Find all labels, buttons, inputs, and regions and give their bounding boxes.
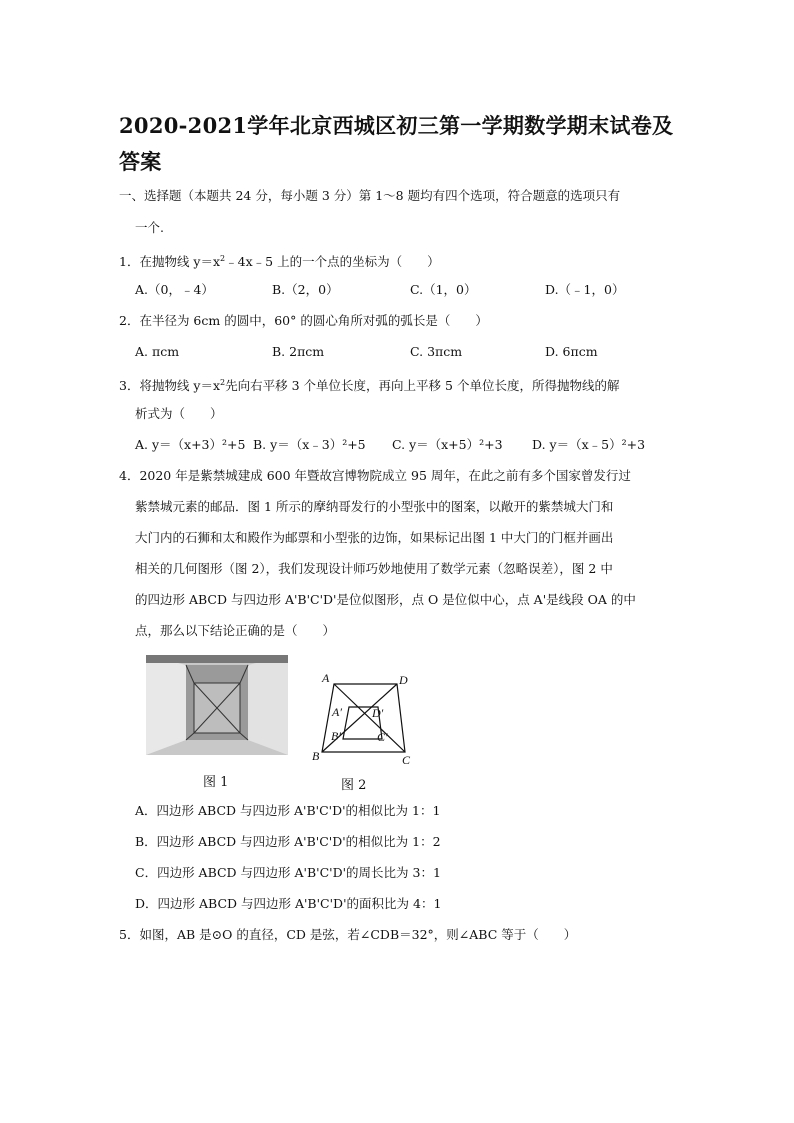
section-heading: 一、选择题（本题共 24 分，每小题 3 分）第 1～8 题均有四个选项，符合题意的选项只有	[119, 188, 621, 203]
label-b: B	[312, 749, 320, 763]
question-1-option-d: D.（﹣1，0）	[545, 282, 625, 297]
figure-1-photo	[146, 655, 288, 755]
question-3-option-a: A. y＝（x+3）²+5	[135, 437, 246, 452]
question-2-option-b: B. 2πcm	[272, 344, 325, 359]
question-4-line: 紫禁城元素的邮品．图 1 所示的摩纳哥发行的小型张中的图案，以敞开的紫禁城大门和	[135, 499, 614, 514]
question-1-option-a: A.（0，﹣4）	[135, 282, 214, 297]
label-c: C	[402, 753, 411, 767]
question-1-stem: 1．在抛物线 $y=x^2﹣4x﹣5$ 上的一个点的坐标为（ ）	[119, 254, 440, 269]
label-d: D	[399, 673, 408, 687]
gate-photo-illustration	[146, 655, 288, 755]
question-4-option-c: C．四边形 ABCD 与四边形 A'B'C'D'的周长比为 3：1	[135, 865, 441, 880]
question-1-option-b: B.（2，0）	[272, 282, 339, 297]
question-4-line: 大门内的石狮和太和殿作为邮票和小型张的边饰，如果标记出图 1 中大门的门框并画出	[135, 530, 614, 545]
question-4-option-b: B．四边形 ABCD 与四边形 A'B'C'D'的相似比为 1：2	[135, 834, 441, 849]
question-4-option-a: A．四边形 ABCD 与四边形 A'B'C'D'的相似比为 1：1	[135, 803, 441, 818]
question-2-option-d: D. 6πcm	[545, 344, 598, 359]
label-d-prime: D′	[372, 706, 384, 720]
document-title: 2020-2021学年北京西城区初三第一学期数学期末试卷及答案	[119, 113, 674, 174]
question-1-option-c: C.（1，0）	[410, 282, 477, 297]
question-4-option-d: D．四边形 ABCD 与四边形 A'B'C'D'的面积比为 4：1	[135, 896, 442, 911]
question-5-stem: 5．如图，AB 是⊙O 的直径，CD 是弦，若∠CDB＝32°，则∠ABC 等于（ ）	[119, 927, 577, 942]
question-4-line: 的四边形 ABCD 与四边形 A'B'C'D'是位似图形，点 O 是位似中心，点 A'是线段 OA 的中	[135, 592, 636, 607]
label-a: A	[322, 671, 330, 685]
section-heading-cont: 一个.	[135, 220, 164, 235]
line-ac	[334, 684, 405, 752]
question-3-stem: 3．将抛物线 $y=x^2$先向右平移 3 个单位长度，再向上平移 5 个单位长度，所得抛物线的解	[119, 378, 620, 393]
question-2-stem: 2．在半径为 6cm 的圆中，60° 的圆心角所对弧的弧长是（ ）	[119, 313, 488, 328]
label-c-prime: C′	[377, 730, 388, 744]
question-3-option-c: C. y＝（x+5）²+3	[392, 437, 503, 452]
question-2-option-c: C. 3πcm	[410, 344, 463, 359]
question-4-line: 相关的几何图形（图 2），我们发现设计师巧妙地使用了数学元素（忽略误差），图 2 中	[135, 561, 613, 576]
figure-2-caption: 图 2	[341, 778, 367, 793]
question-3-stem-cont: 析式为（ ）	[135, 406, 223, 421]
question-4-line: 点，那么以下结论正确的是（ ）	[135, 623, 336, 638]
question-2-option-a: A. πcm	[135, 344, 180, 359]
question-4-line: 4．2020 年是紫禁城建成 600 年暨故宫博物院成立 95 周年，在此之前有多个国家曾发行过	[119, 468, 631, 483]
label-a-prime: A′	[332, 705, 342, 719]
figure-2-diagram	[312, 668, 412, 768]
label-b-prime: B′	[331, 729, 341, 743]
question-3-option-b: B. y＝（x﹣3）²+5	[253, 437, 366, 452]
question-3-option-d: D. y＝（x﹣5）²+3	[532, 437, 646, 452]
figure-1-caption: 图 1	[203, 775, 229, 790]
